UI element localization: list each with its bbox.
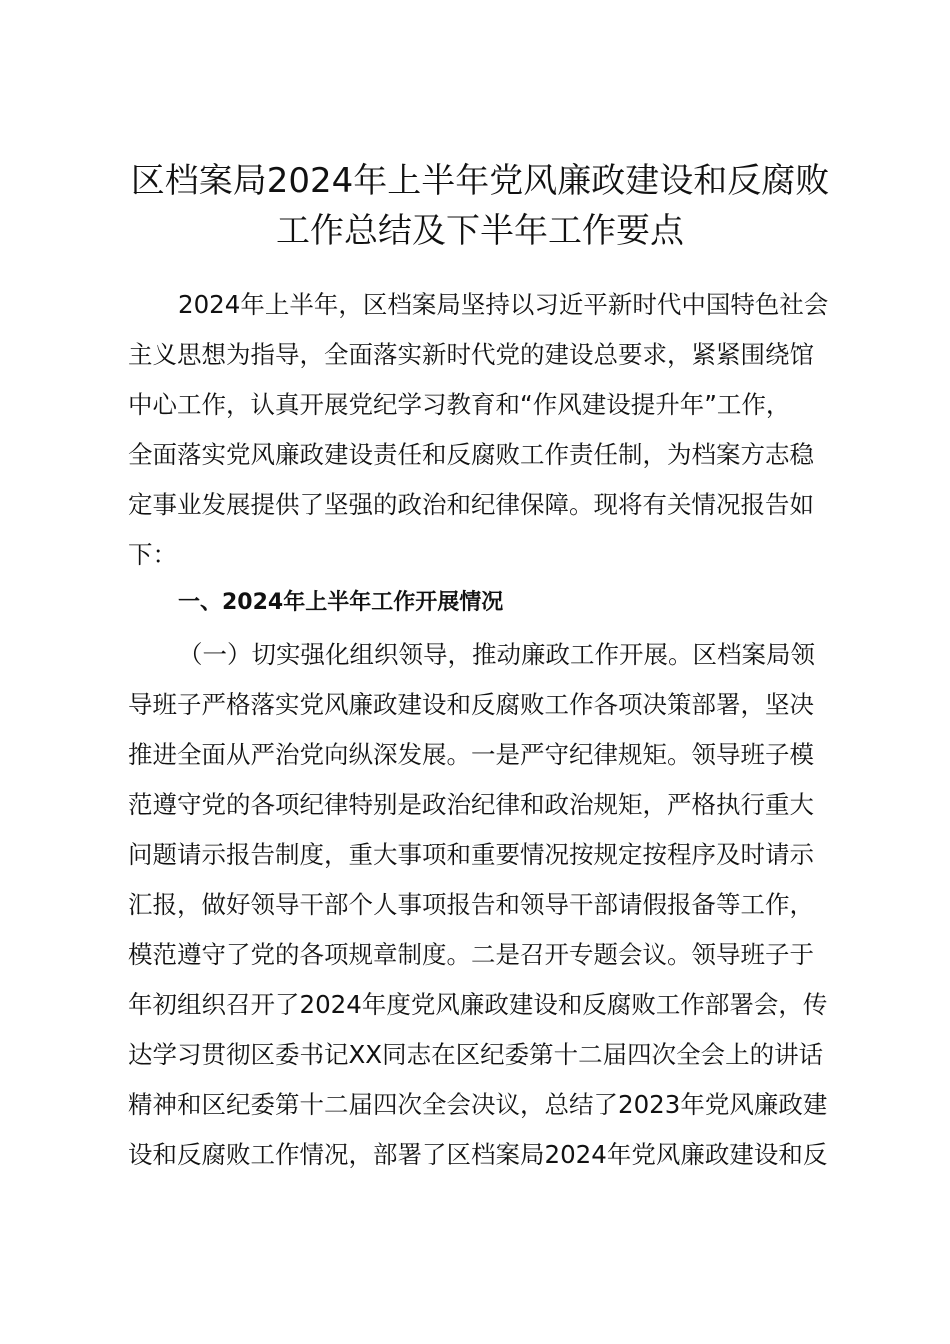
paragraph-line: 问题请示报告制度，重大事项和重要情况按规定按程序及时请示 <box>128 840 814 869</box>
paragraph-line: 全面落实党风廉政建设责任和反腐败工作责任制，为档案方志稳 <box>128 440 814 469</box>
paragraph-line: 精神和区纪委第十二届四次全会决议，总结了2023年党风廉政建 <box>128 1090 828 1119</box>
paragraph-line: 达学习贯彻区委书记XX同志在区纪委第十二届四次全会上的讲话 <box>128 1040 824 1069</box>
paragraph-line: 中心工作，认真开展党纪学习教育和“作风建设提升年”工作， <box>128 390 791 419</box>
section-heading: 一、2024年上半年工作开展情况 <box>178 590 504 615</box>
paragraph-line: 范遵守党的各项纪律特别是政治纪律和政治规矩，严格执行重大 <box>128 790 814 819</box>
paragraph-line: 主义思想为指导，全面落实新时代党的建设总要求，紧紧围绕馆 <box>128 340 814 369</box>
section-1-paragraph <box>128 630 868 1180</box>
paragraph-line: （一）切实强化组织领导，推动廉政工作开展。区档案局领 <box>178 640 815 669</box>
paragraph-line: 推进全面从严治党向纵深发展。一是严守纪律规矩。领导班子模 <box>128 740 814 769</box>
intro-paragraph <box>128 280 868 580</box>
document-title-line-1: 区档案局2024年上半年党风廉政建设和反腐败 <box>130 161 830 201</box>
paragraph-line: 导班子严格落实党风廉政建设和反腐败工作各项决策部署，坚决 <box>128 690 814 719</box>
paragraph-line: 下： <box>128 540 177 569</box>
paragraph-line: 设和反腐败工作情况，部署了区档案局2024年党风廉政建设和反 <box>128 1140 828 1169</box>
paragraph-line: 定事业发展提供了坚强的政治和纪律保障。现将有关情况报告如 <box>128 490 814 519</box>
document-title-line-2: 工作总结及下半年工作要点 <box>276 211 684 251</box>
paragraph-line: 模范遵守了党的各项规章制度。二是召开专题会议。领导班子于 <box>128 940 814 969</box>
paragraph-line: 2024年上半年，区档案局坚持以习近平新时代中国特色社会 <box>178 290 829 319</box>
paragraph-line: 汇报，做好领导干部个人事项报告和领导干部请假报备等工作， <box>128 890 814 919</box>
paragraph-line: 年初组织召开了2024年度党风廉政建设和反腐败工作部署会，传 <box>128 990 828 1019</box>
